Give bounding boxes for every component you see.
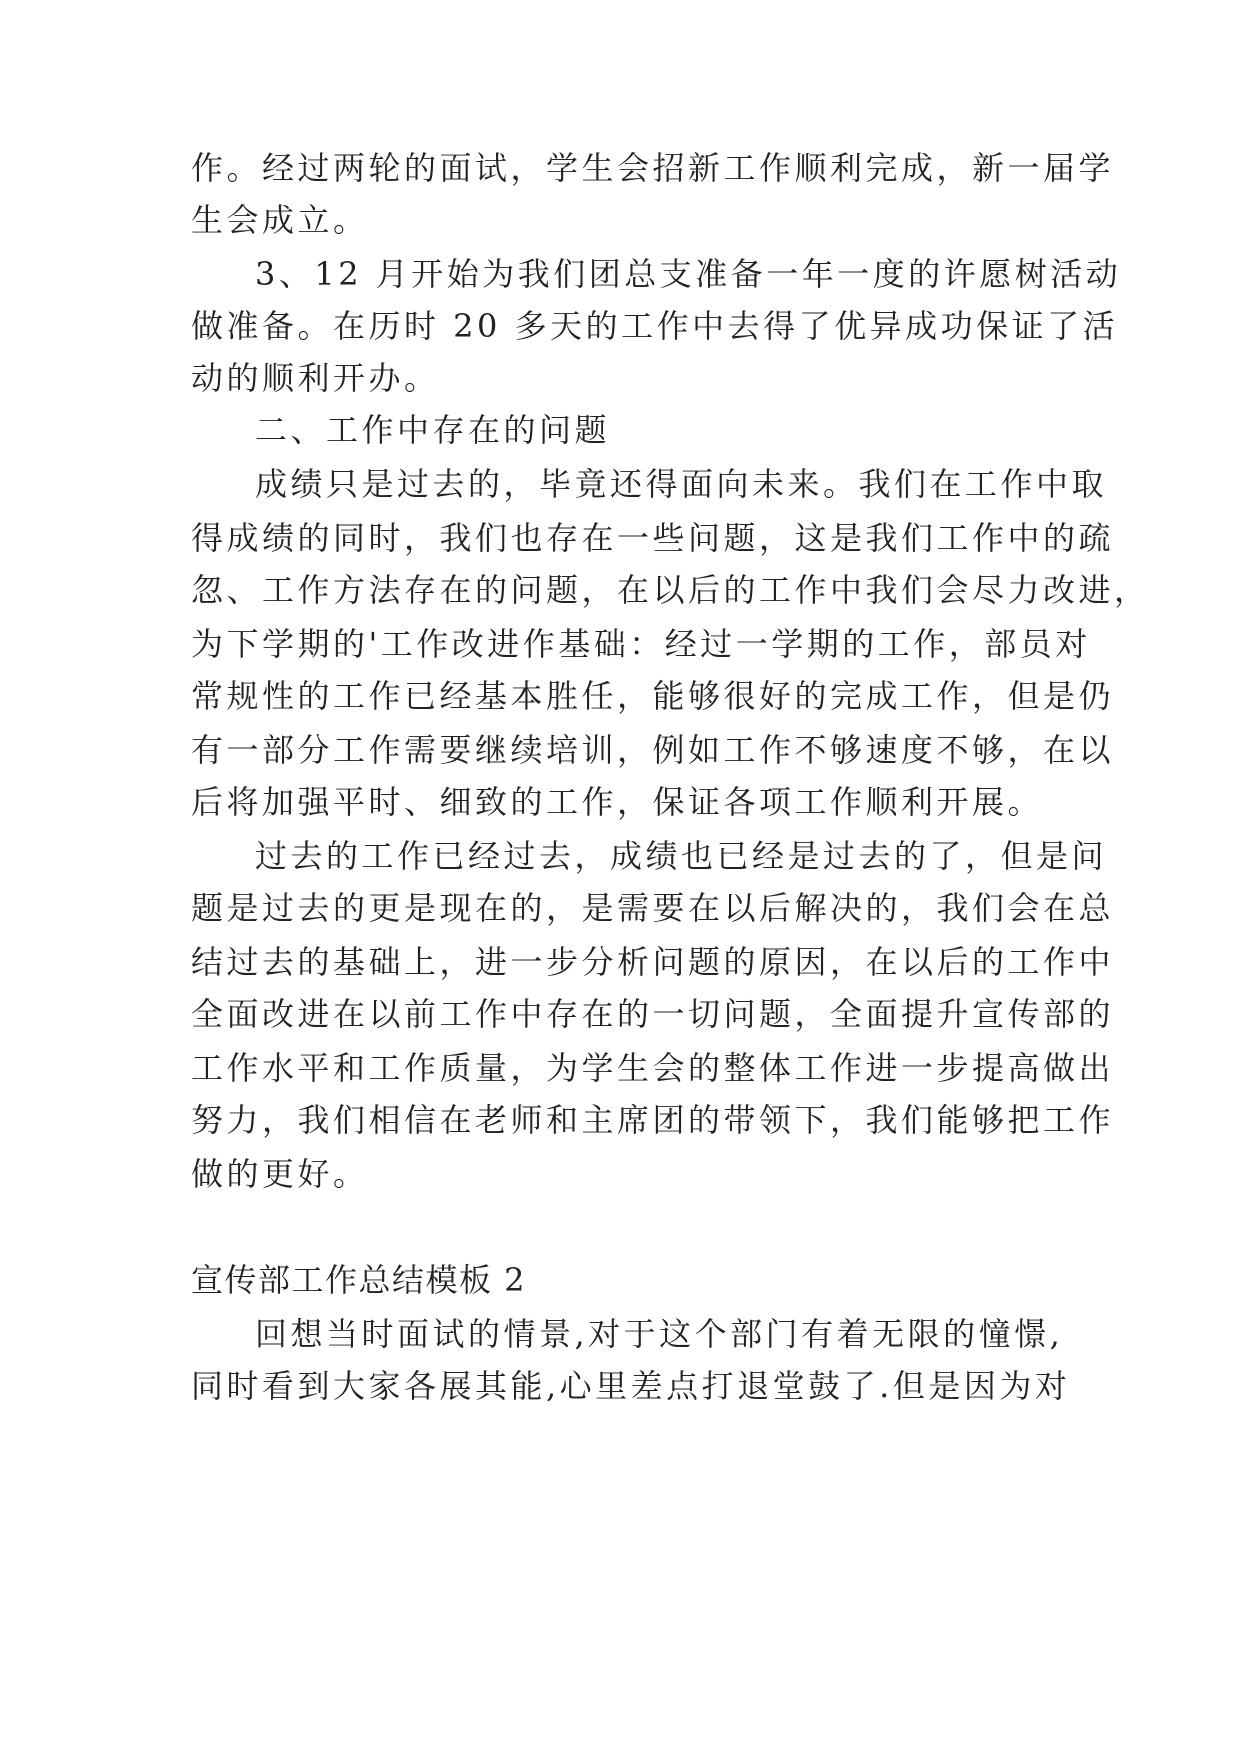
text-line: 成绩只是过去的，毕竟还得面向未来。我们在工作中取 <box>255 465 1108 503</box>
text-line: 做准备。在历时 20 多天的工作中去得了优异成功保证了活 <box>191 307 1119 345</box>
text-line: 题是过去的更是现在的，是需要在以后解决的，我们会在总 <box>191 889 1115 927</box>
text-line: 生会成立。 <box>191 201 369 239</box>
text-line: 后将加强平时、细致的工作，保证各项工作顺利开展。 <box>191 783 1044 821</box>
text-line: 结过去的基础上，进一步分析问题的原因，在以后的工作中 <box>191 943 1115 981</box>
doc-title: 宣传部工作总结模板 2 <box>191 1261 527 1299</box>
text-line: 同时看到大家各展其能,心里差点打退堂鼓了.但是因为对 <box>191 1367 1071 1405</box>
text-line: 为下学期的'工作改进作基础：经过一学期的工作，部员对 <box>191 625 1091 663</box>
text-line: 做的更好。 <box>191 1155 369 1193</box>
text-line: 努力，我们相信在老师和主席团的带领下，我们能够把工作 <box>191 1101 1115 1139</box>
text-line: 过去的工作已经过去，成绩也已经是过去的了，但是问 <box>255 837 1108 875</box>
text-line: 常规性的工作已经基本胜任，能够很好的完成工作，但是仍 <box>191 677 1115 715</box>
text-line: 全面改进在以前工作中存在的一切问题，全面提升宣传部的 <box>191 995 1115 1033</box>
text-line: 3、12 月开始为我们团总支准备一年一度的许愿树活动 <box>255 255 1122 293</box>
text-line: 作。经过两轮的面试，学生会招新工作顺利完成，新一届学 <box>191 149 1115 187</box>
text-line: 忽、工作方法存在的问题，在以后的工作中我们会尽力改进， <box>191 571 1150 609</box>
text-line: 工作水平和工作质量，为学生会的整体工作进一步提高做出 <box>191 1049 1115 1087</box>
section-heading: 二、工作中存在的问题 <box>255 411 611 449</box>
text-line: 得成绩的同时，我们也存在一些问题，这是我们工作中的疏 <box>191 519 1115 557</box>
text-line: 动的顺利开办。 <box>191 359 440 397</box>
text-line: 回想当时面试的情景,对于这个部门有着无限的憧憬, <box>255 1315 1064 1353</box>
text-line: 有一部分工作需要继续培训，例如工作不够速度不够，在以 <box>191 731 1115 769</box>
